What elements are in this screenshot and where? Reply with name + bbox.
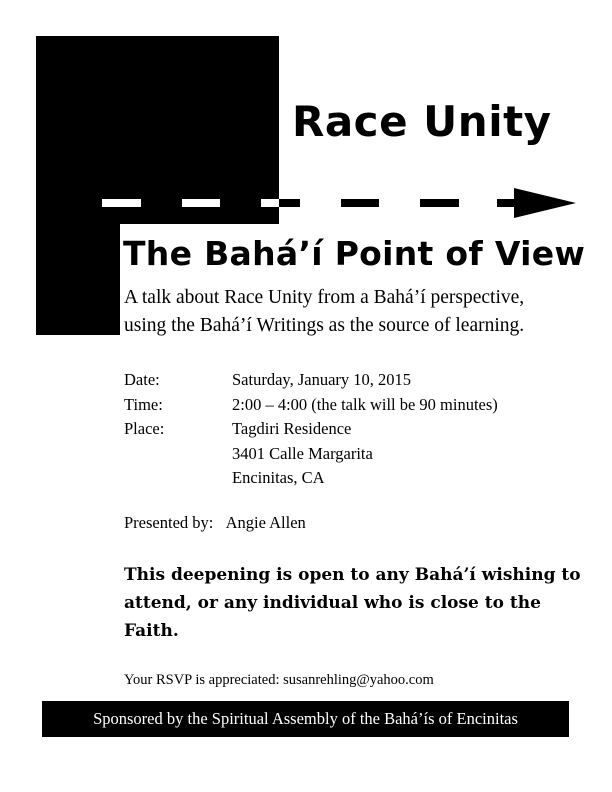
- dash: [261, 199, 279, 207]
- black-column: [36, 223, 120, 335]
- rsvp-line: Your RSVP is appreciated: susanrehling@yahoo.com: [124, 672, 434, 688]
- presenter-label: Presented by:: [124, 513, 214, 532]
- dash: [420, 199, 459, 207]
- detail-row-date: [124, 368, 498, 393]
- sponsor-banner: [42, 701, 569, 737]
- dash: [182, 199, 220, 207]
- presenter-name: Angie Allen: [225, 513, 306, 532]
- right-arrow-icon: [514, 187, 578, 219]
- detail-label: Date:: [124, 370, 160, 389]
- intro-text: [124, 284, 524, 340]
- detail-row-address: [124, 442, 498, 467]
- detail-value: 2:00 – 4:00 (the talk will be 90 minutes): [232, 394, 498, 414]
- dash: [102, 199, 141, 207]
- dash: [341, 199, 379, 207]
- sponsor-text: Sponsored by the Spiritual Assembly of the Bahá’ís of Encinitas: [93, 709, 518, 728]
- page-subtitle: The Bahá’í Point of View: [123, 234, 586, 273]
- detail-label: [124, 466, 232, 491]
- page-title: Race Unity: [292, 97, 552, 146]
- open-invitation-notice: This deepening is open to any Bahá’í wishing to attend, or any individual who is close to the Faith.: [124, 565, 581, 641]
- presenter: [124, 512, 306, 534]
- detail-row-city: [124, 466, 498, 491]
- detail-value: Saturday, January 10, 2015: [232, 370, 412, 389]
- black-block: [36, 36, 279, 224]
- detail-value: 3401 Calle Margarita: [232, 443, 373, 463]
- event-details: [124, 368, 498, 491]
- detail-label: [124, 442, 232, 467]
- detail-label: Time:: [124, 394, 163, 414]
- detail-value: Encinitas, CA: [232, 468, 325, 487]
- intro-line: A talk about Race Unity from a Bahá’í perspective,: [124, 287, 525, 308]
- detail-row-place: [124, 417, 498, 442]
- detail-value: Tagdiri Residence: [232, 419, 352, 438]
- intro-line: using the Bahá’í Writings as the source of learning.: [124, 315, 525, 336]
- detail-label: Place:: [124, 419, 165, 438]
- dash: [279, 199, 300, 207]
- detail-row-time: [124, 393, 498, 418]
